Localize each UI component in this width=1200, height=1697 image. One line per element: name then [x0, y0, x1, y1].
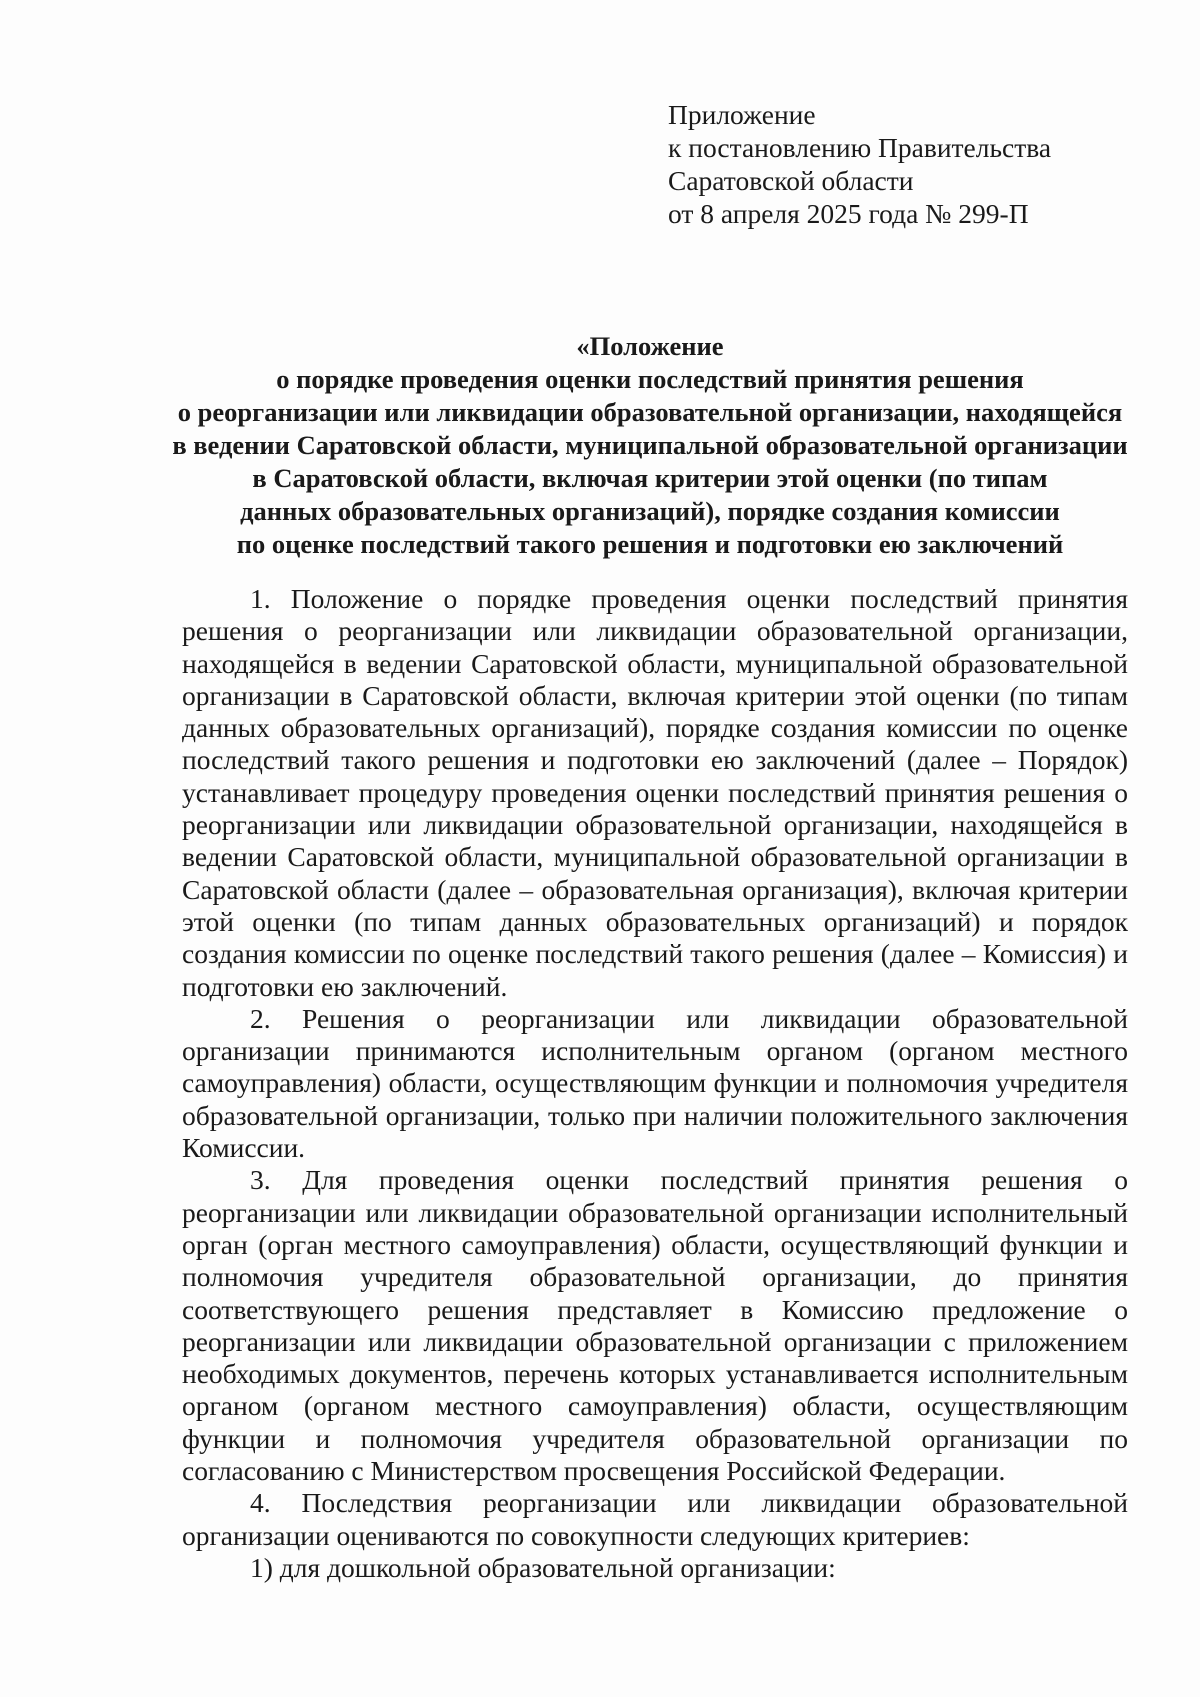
title-line: данных образовательных организаций), порядке создания комиссии	[240, 496, 1060, 526]
appendix-line: к постановлению Правительства	[668, 132, 1052, 163]
title-line: «Положение	[576, 331, 724, 361]
appendix-line: Саратовской области	[668, 165, 914, 196]
title-line: в Саратовской области, включая критерии этой оценки (по типам	[252, 463, 1048, 493]
list-item: 1) для дошкольной образовательной организации:	[250, 1551, 836, 1583]
title-line: о порядке проведения оценки последствий принятия решения	[276, 364, 1024, 394]
appendix-header	[668, 98, 1148, 230]
paragraph-3: 3. Для проведения оценки последствий принятия решения о реорганизации или ликвидации образовательной организации исполнительный орган (орган местного самоуправления) области, осуществляющий функции и полномочия учредителя образовательной организации, до принятия соответствующего решения представляет в Комиссию предложение о реорганизации или ликвидации образовательной организации с приложением необходимых документов, перечень которых устанавливается исполнительным органом (органом местного самоуправления) области, осуществляющим функции и полномочия учредителя образовательной организации по согласованию с Министерством просвещения Российской Федерации.	[182, 1164, 1128, 1487]
document-body	[182, 583, 1128, 1584]
paragraph-1: 1. Положение о порядке проведения оценки последствий принятия решения о реорганизации или ликвидации образовательной организации, находящейся в ведении Саратовской области, муниципальной образовательной организации в Саратовской области, включая критерии этой оценки (по типам данных образовательных организаций), порядке создания комиссии по оценке последствий такого решения и подготовки ею заключений (далее – Порядок) устанавливает процедуру проведения оценки последствий принятия решения о реорганизации или ликвидации образовательной организации, находящейся в ведении Саратовской области, муниципальной образовательной организации в Саратовской области (далее – образовательная организация), включая критерии этой оценки (по типам данных образовательных организаций) и порядок создания комиссии по оценке последствий такого решения (далее – Комиссия) и подготовки ею заключений.	[182, 583, 1128, 1002]
document-title	[170, 330, 1130, 561]
appendix-line: Приложение	[668, 99, 816, 130]
title-line: по оценке последствий такого решения и подготовки ею заключений	[236, 529, 1064, 559]
appendix-date-line: от 8 апреля 2025 года № 299-П	[668, 198, 1029, 229]
title-line: о реорганизации или ликвидации образовательной организации, находящейся	[177, 397, 1123, 427]
title-line: в ведении Саратовской области, муниципальной образовательной организации	[172, 430, 1128, 460]
paragraph-2: 2. Решения о реорганизации или ликвидации образовательной организации принимаются исполнительным органом (органом местного самоуправления) области, осуществляющим функции и полномочия учредителя образовательной организации, только при наличии положительного заключения Комиссии.	[182, 1002, 1128, 1164]
paragraph-4: 4. Последствия реорганизации или ликвидации образовательной организации оцениваются по совокупности следующих критериев:	[182, 1487, 1128, 1551]
